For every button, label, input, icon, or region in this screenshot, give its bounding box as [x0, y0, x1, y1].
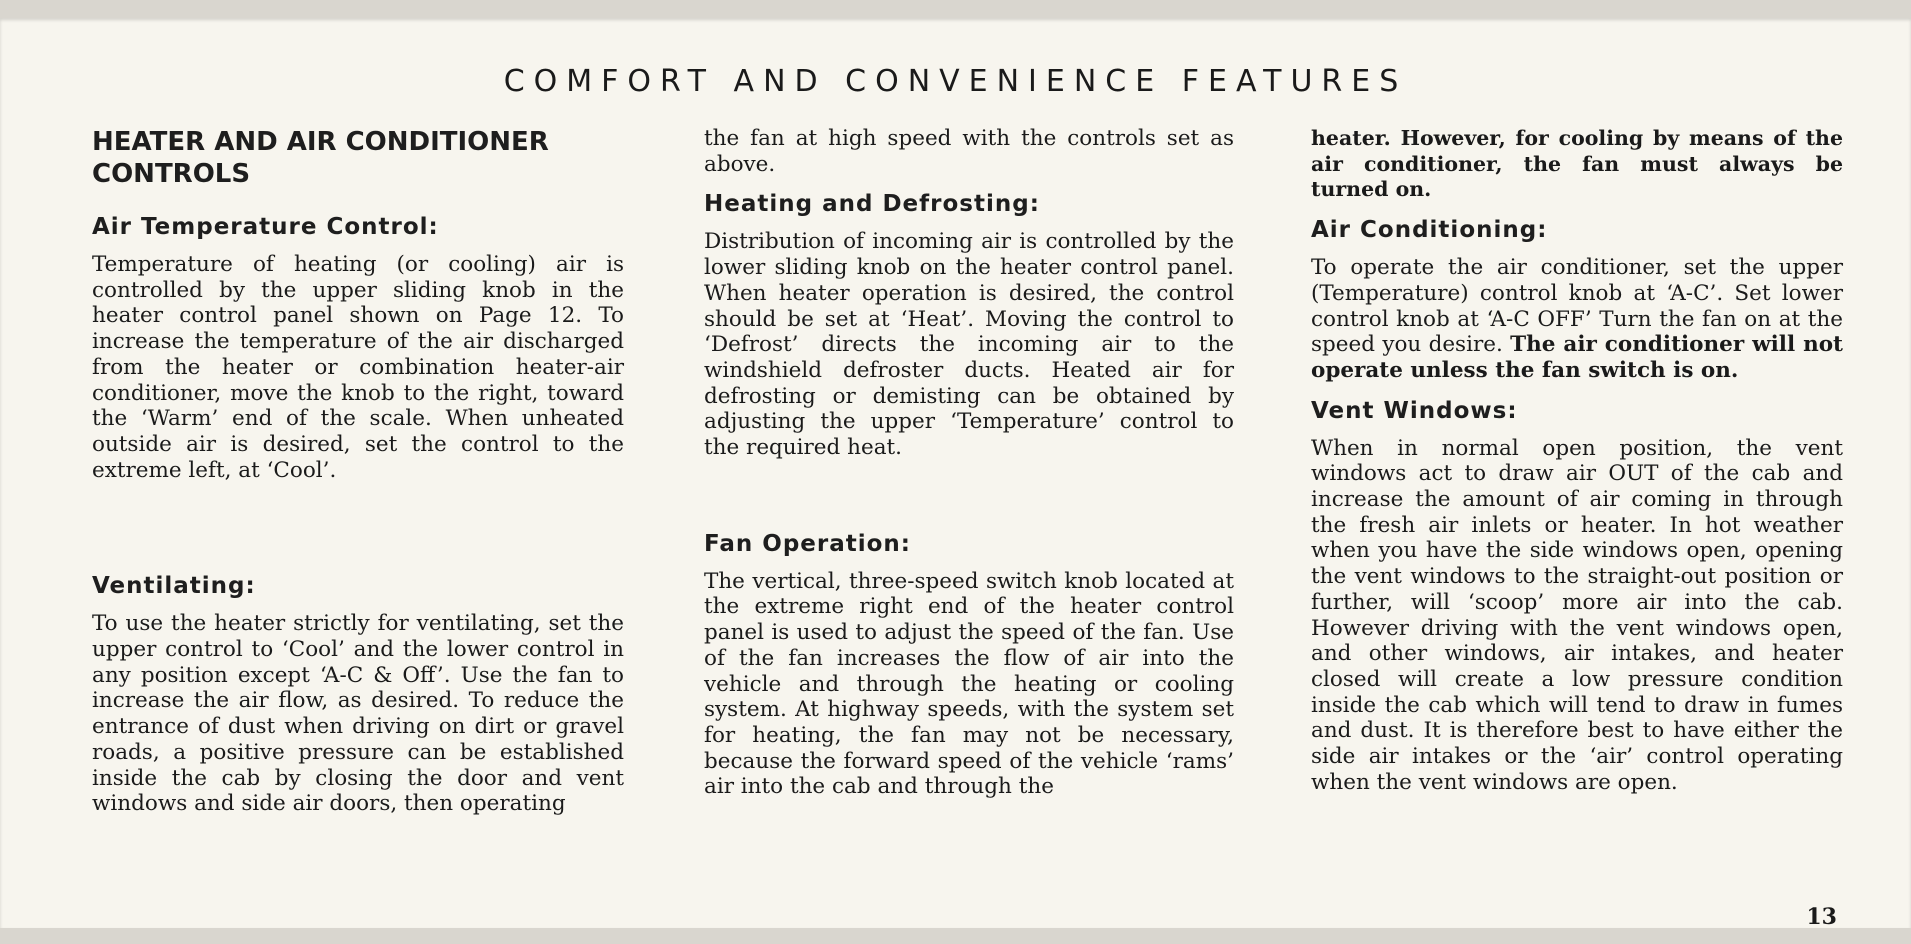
heating-defrosting-text: Distribution of incoming air is controlled by the lower sliding knob on the heater control panel. When heater operation is desired, the control should be set at ‘Heat’. Moving the control to ‘Defrost’ directs the incoming air to the windshield defroster ducts. Heated air for defrosting or demisting can be obtained by adjusting the upper ‘Temperature’ control to the required heat. [704, 229, 1234, 461]
vent-windows-heading: Vent Windows: [1311, 397, 1518, 424]
ventilating-heading: Ventilating: [92, 573, 256, 600]
ventilating-text: To use the heater strictly for ventilating, set the upper control to ‘Cool’ and the lower control in any position except ‘A-C & Off’. Use the fan to increase the air flow, as desired. To reduce the entrance of dust when driving on dirt or gravel roads, a positive pressure can be established inside the cab by closing the door and vent windows and side air doors, then operating [92, 611, 624, 817]
continuation-text: heater. However, for cooling by means of the air conditioner, the fan must always be turned on. [1311, 126, 1843, 202]
fan-operation-text: The vertical, three-speed switch knob located at the extreme right end of the heater control panel is used to adjust the speed of the fan. Use of the fan increases the flow of air into the vehicle and through the heating or cooling system. At highway speeds, with the system set for heating, the fan may not be necessary, because the forward speed of the vehicle ‘rams’ air into the cab and through the [704, 568, 1234, 800]
vent-windows-text: When in normal open position, the vent windows act to draw air OUT of the cab and increase the amount of air coming in through the fresh air inlets or heater. In hot weather when you have the side windows open, opening the vent windows to the straight-out position or further, will ‘scoop’ more air into the cab. However driving with the vent windows open, and other windows, air intakes, and heater closed will create a low pressure condition inside the cab which will tend to draw in fumes and dust. It is therefore best to have either the side air intakes or the ‘air’ control operating when the vent windows are open. [1311, 435, 1843, 795]
air-temperature-heading: Air Temperature Control: [92, 214, 439, 240]
page-number: 13 [1806, 904, 1837, 930]
air-temperature-text: Temperature of heating (or cooling) air is controlled by the upper sliding knob in the heater control panel shown on Page 12. To increase the temperature of the air discharged from the heater or combination heater-air conditioner, move the knob to the right, toward the ‘Warm’ end of the scale. When unheated outside air is desired, set the control to the extreme left, at ‘Cool’. [92, 252, 624, 483]
air-conditioning-heading: Air Conditioning: [1311, 217, 1548, 244]
column-3 [1311, 126, 1843, 807]
manual-page [0, 18, 1911, 928]
section-heading: HEATER AND AIR CONDITIONER CONTROLS [92, 127, 549, 189]
continuation-text: the fan at high speed with the controls set as above. [704, 126, 1234, 177]
air-conditioning-instructions: To operate the air conditioner, set the upper (Temperature) control knob at ‘A-C’. Set lower control knob at ‘A-C OFF’ Turn the fan on at the speed you desire. [1311, 255, 1843, 358]
air-conditioning-warning: The air conditioner will not operate unless the fan switch is on. [1311, 332, 1843, 383]
fan-operation-heading: Fan Operation: [704, 530, 911, 557]
heating-defrosting-heading: Heating and Defrosting: [704, 191, 1040, 218]
air-conditioning-text [1311, 255, 1843, 384]
column-2 [704, 126, 1234, 812]
page-title: COMFORT AND CONVENIENCE FEATURES [503, 64, 1408, 99]
column-1 [92, 126, 624, 829]
